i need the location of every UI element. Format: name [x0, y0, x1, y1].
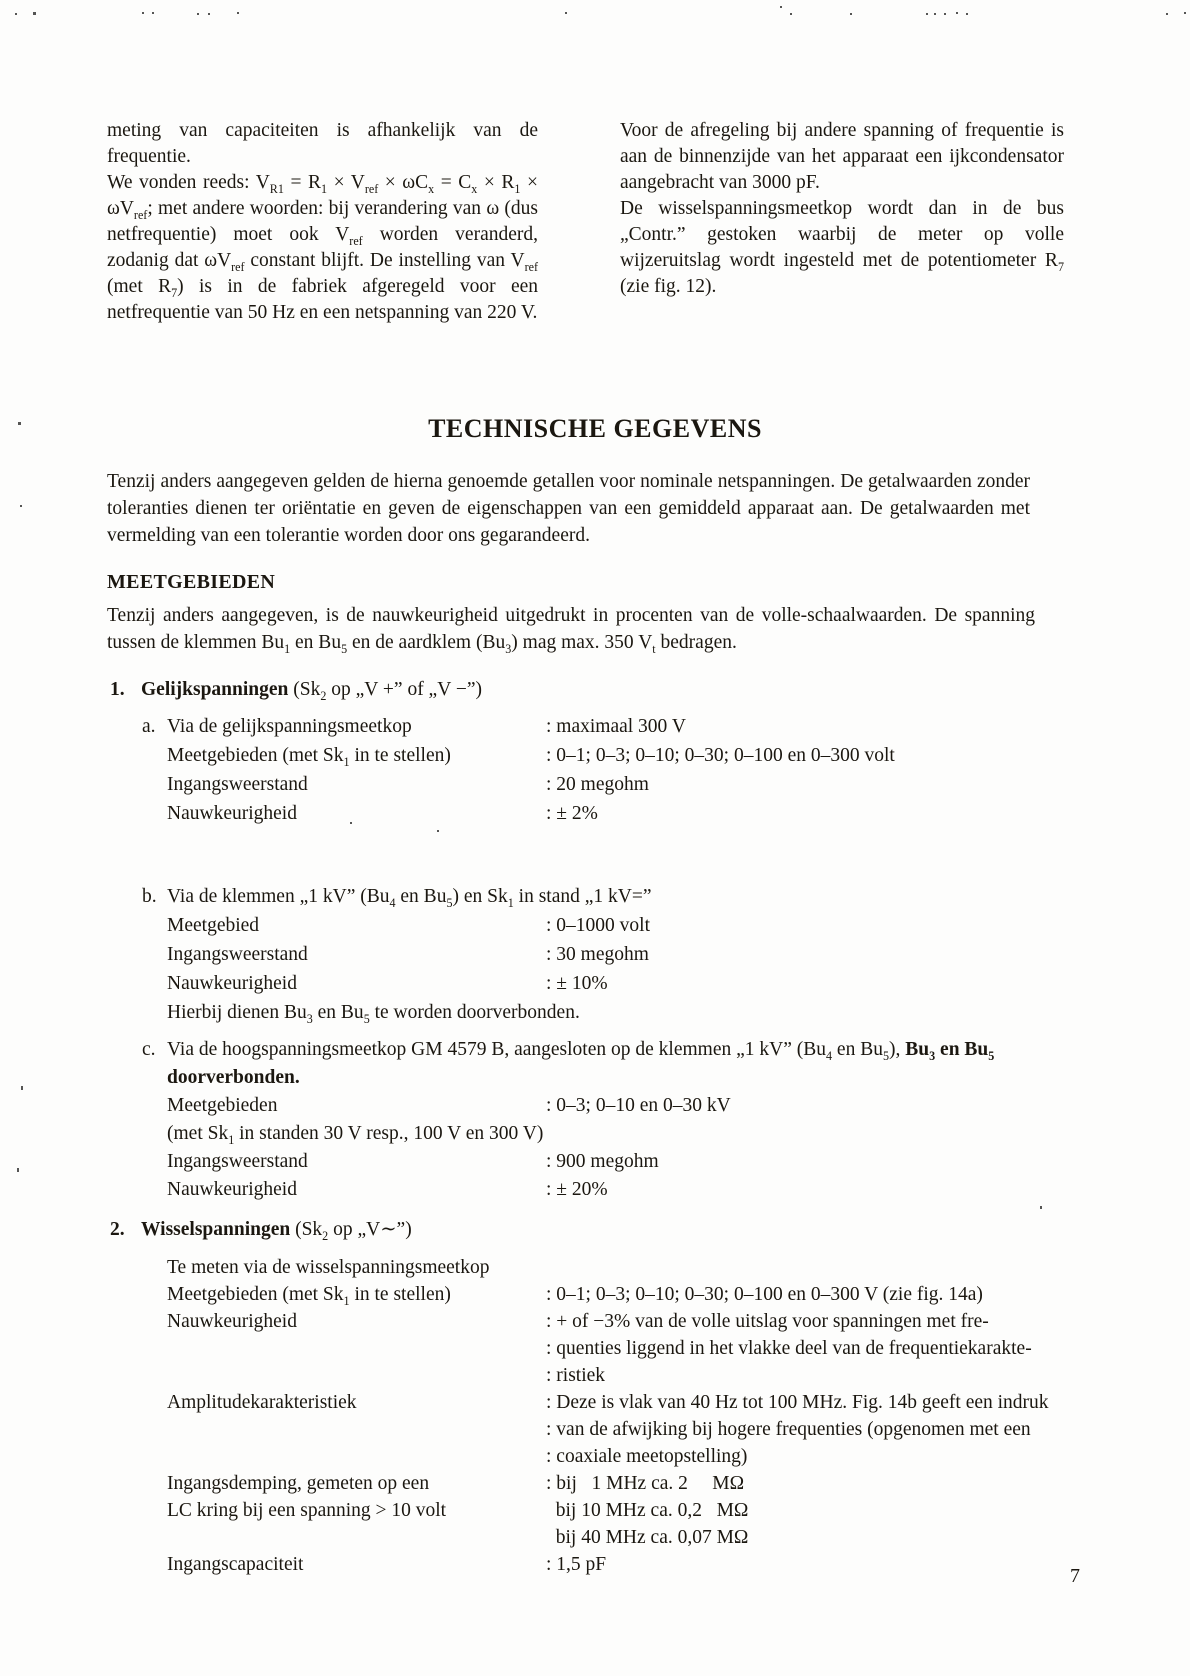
row-label: Ingangscapaciteit	[167, 1554, 304, 1575]
row-label: Meetgebieden (met $Sk_1$ in te stellen)	[167, 745, 451, 769]
row-value: : 0–1000 volt	[546, 915, 651, 936]
row-label: Nauwkeurigheid	[167, 973, 297, 994]
intro-left-column: meting van capaciteiten is afhankelijk van de frequentie. We vonden reeds: $V_{R1} = R_1 \times V_{ref} \times \omega C_x = C_x \times R_1 \times \omega V_{ref}$; met andere woorden: bij verandering van ω (dus netfrequentie) moet ook $V_{ref}$ worden veranderd, zodanig dat $\omega V_{ref}$ constant blijft. De instelling van $V_{ref}$ (met $R_7$) is in de fabriek afgeregeld voor een netfrequentie van 50 Hz en een netspanning van 220 V.	[107, 120, 538, 323]
spec-row	[107, 1092, 1067, 1120]
note-text: Hierbij dienen $Bu_3$ en $Bu_5$ te worden doorverbonden.	[167, 1002, 580, 1026]
item-head-row	[107, 882, 1067, 911]
row-label: Via de gelijkspanningsmeetkop	[167, 716, 412, 737]
row-value: : ± 10%	[546, 973, 608, 994]
item-letter: a.	[142, 716, 156, 737]
spec-row	[107, 969, 1067, 998]
scan-speckle	[944, 13, 946, 15]
row-label: Ingangsdemping, gemeten op een LC kring bij een spanning > 10 volt	[167, 1473, 447, 1521]
row-value: : 1,5 pF	[546, 1554, 607, 1575]
section-1-item-c	[107, 1036, 1067, 1204]
row-value: : + of −3% van de volle uitslag voor spanningen met fre- : quenties liggend in het vlakke deel van de frequentiekarakte- : ristiek	[546, 1311, 1032, 1386]
row-value: : ± 2%	[546, 803, 598, 824]
spec-row	[107, 1551, 1067, 1578]
row-label: Nauwkeurigheid	[167, 1311, 297, 1332]
spec-row	[107, 712, 1067, 741]
meetgebieden-heading: MEETGEBIEDEN	[107, 571, 276, 593]
spec-row	[107, 770, 1067, 799]
spec-row	[107, 911, 1067, 940]
scan-speckle	[926, 13, 928, 15]
row-value: : ± 20%	[546, 1179, 608, 1200]
scan-speckle	[934, 13, 936, 15]
row-label: Nauwkeurigheid	[167, 1179, 297, 1200]
scan-speckle	[565, 12, 567, 14]
scan-speckle	[152, 12, 154, 14]
section-number: 2.	[110, 1219, 125, 1240]
spec-row	[107, 1176, 1067, 1204]
item-head-row	[107, 1036, 1067, 1092]
scan-speckle	[790, 13, 792, 15]
row-label: Amplitudekarakteristiek	[167, 1392, 357, 1413]
row-label: Nauwkeurigheid	[167, 803, 297, 824]
note-text: Te meten via de wisselspanningsmeetkop	[167, 1257, 490, 1278]
intro-paragraph: Tenzij anders aangegeven gelden de hierna genoemde getallen voor nominale netspanningen. De getalwaarden zonder toleranties dienen ter oriëntatie en geven de eigenschappen van een gemiddeld apparaat aan. De getalwaarden met vermelding van een tolerantie worden door ons gegarandeerd.	[107, 471, 1030, 546]
row-value: : 20 megohm	[546, 774, 649, 795]
scan-speckle	[956, 12, 958, 14]
scan-speckle	[1040, 1206, 1042, 1209]
section-title-text: Wisselspanningen ($Sk_2$ op „V∼”)	[141, 1219, 412, 1243]
section-2-title	[110, 1216, 412, 1244]
row-label: Meetgebieden (met $Sk_1$ in te stellen)	[167, 1284, 451, 1308]
note-row	[107, 1254, 1067, 1281]
item-letter: c.	[142, 1039, 156, 1060]
meetgebieden-paragraph: Tenzij anders aangegeven, is de nauwkeurigheid uitgedrukt in procenten van de volle-schaalwaarden. De spanning tussen de klemmen $Bu_1$ en $Bu_5$ en de aardklem $(Bu_3)$ mag max. 350 $V_t$ bedragen.	[107, 605, 1035, 656]
row-value: : 0–3; 0–10 en 0–30 kV	[546, 1095, 731, 1116]
spec-row	[107, 799, 1067, 828]
item-head-text: Via de hoogspanningsmeetkop GM 4579 B, aangesloten op de klemmen „1 kV” ($Bu_4$ en $Bu_5$), $Bu_3$ en $Bu_5$ doorverbonden.	[167, 1039, 995, 1088]
row-value: : 0–1; 0–3; 0–10; 0–30; 0–100 en 0–300 volt	[546, 745, 895, 766]
row-label: Ingangsweerstand	[167, 944, 308, 965]
section-2-rows	[107, 1254, 1067, 1578]
scan-speckle	[197, 13, 199, 15]
row-label: Ingangsweerstand	[167, 774, 308, 795]
scan-speckle	[850, 13, 852, 15]
row-label: Ingangsweerstand	[167, 1151, 308, 1172]
note-text: (met $Sk_1$ in standen 30 V resp., 100 V en 300 V)	[167, 1123, 544, 1147]
scan-speckle	[33, 12, 36, 15]
scan-speckle	[15, 13, 17, 15]
scan-speckle	[1166, 13, 1168, 15]
scan-speckle	[1184, 12, 1186, 14]
spec-row	[107, 1389, 1067, 1470]
row-value: : Deze is vlak van 40 Hz tot 100 MHz. Fig. 14b geeft een indruk : van de afwijking bij hogere frequenties (opgenomen met een : coaxiale meetopstelling)	[546, 1392, 1049, 1467]
spec-row	[107, 741, 1067, 770]
item-head-text: Via de klemmen „1 kV” ($Bu_4$ en $Bu_5$) en $Sk_1$ in stand „1 kV=”	[167, 886, 652, 910]
item-letter: b.	[142, 886, 157, 907]
scan-speckle	[20, 505, 22, 507]
section-number: 1.	[110, 679, 125, 700]
row-label: Meetgebied	[167, 915, 260, 936]
scan-speckle	[780, 6, 782, 8]
row-value: : maximaal 300 V	[546, 716, 686, 737]
row-value: : 0–1; 0–3; 0–10; 0–30; 0–100 en 0–300 V (zie fig. 14a)	[546, 1284, 983, 1305]
page-heading: TECHNISCHE GEGEVENS	[428, 414, 762, 443]
scan-speckle	[208, 13, 210, 15]
section-1-title	[110, 676, 482, 704]
note-row	[107, 1120, 1067, 1148]
row-value: : 30 megohm	[546, 944, 649, 965]
scan-speckle	[966, 13, 968, 15]
spec-row	[107, 1470, 1067, 1551]
scan-speckle	[437, 830, 439, 832]
spec-row	[107, 1308, 1067, 1389]
scan-speckle	[142, 12, 144, 14]
section-1-item-a	[107, 712, 1067, 828]
note-row	[107, 998, 1067, 1027]
row-value: : bij 1 MHz ca. 2 MΩ bij 10 MHz ca. 0,2 MΩ bij 40 MHz ca. 0,07 MΩ	[546, 1473, 749, 1548]
row-label: Meetgebieden	[167, 1095, 278, 1116]
spec-row	[107, 1148, 1067, 1176]
spec-row	[107, 940, 1067, 969]
spec-row	[107, 1281, 1067, 1308]
scan-speckle	[17, 1168, 19, 1172]
row-value: : 900 megohm	[546, 1151, 659, 1172]
scan-speckle	[237, 12, 239, 14]
section-title-text: Gelijkspanningen ($Sk_2$ op „V +” of „V −”)	[141, 679, 482, 703]
intro-right-column: Voor de afregeling bij andere spanning of frequentie is aan de binnenzijde van het apparaat een ijkcondensator aangebracht van 3000 pF. De wisselspanningsmeetkop wordt dan in de bus „Contr.” gestoken waarbij de meter op volle wijzeruitslag wordt ingesteld met de potentiometer $R_7$ (zie fig. 12).	[620, 120, 1064, 297]
page-number: 7	[1070, 1565, 1080, 1587]
scan-speckle	[21, 1086, 23, 1090]
section-1-item-b	[107, 882, 1067, 1027]
